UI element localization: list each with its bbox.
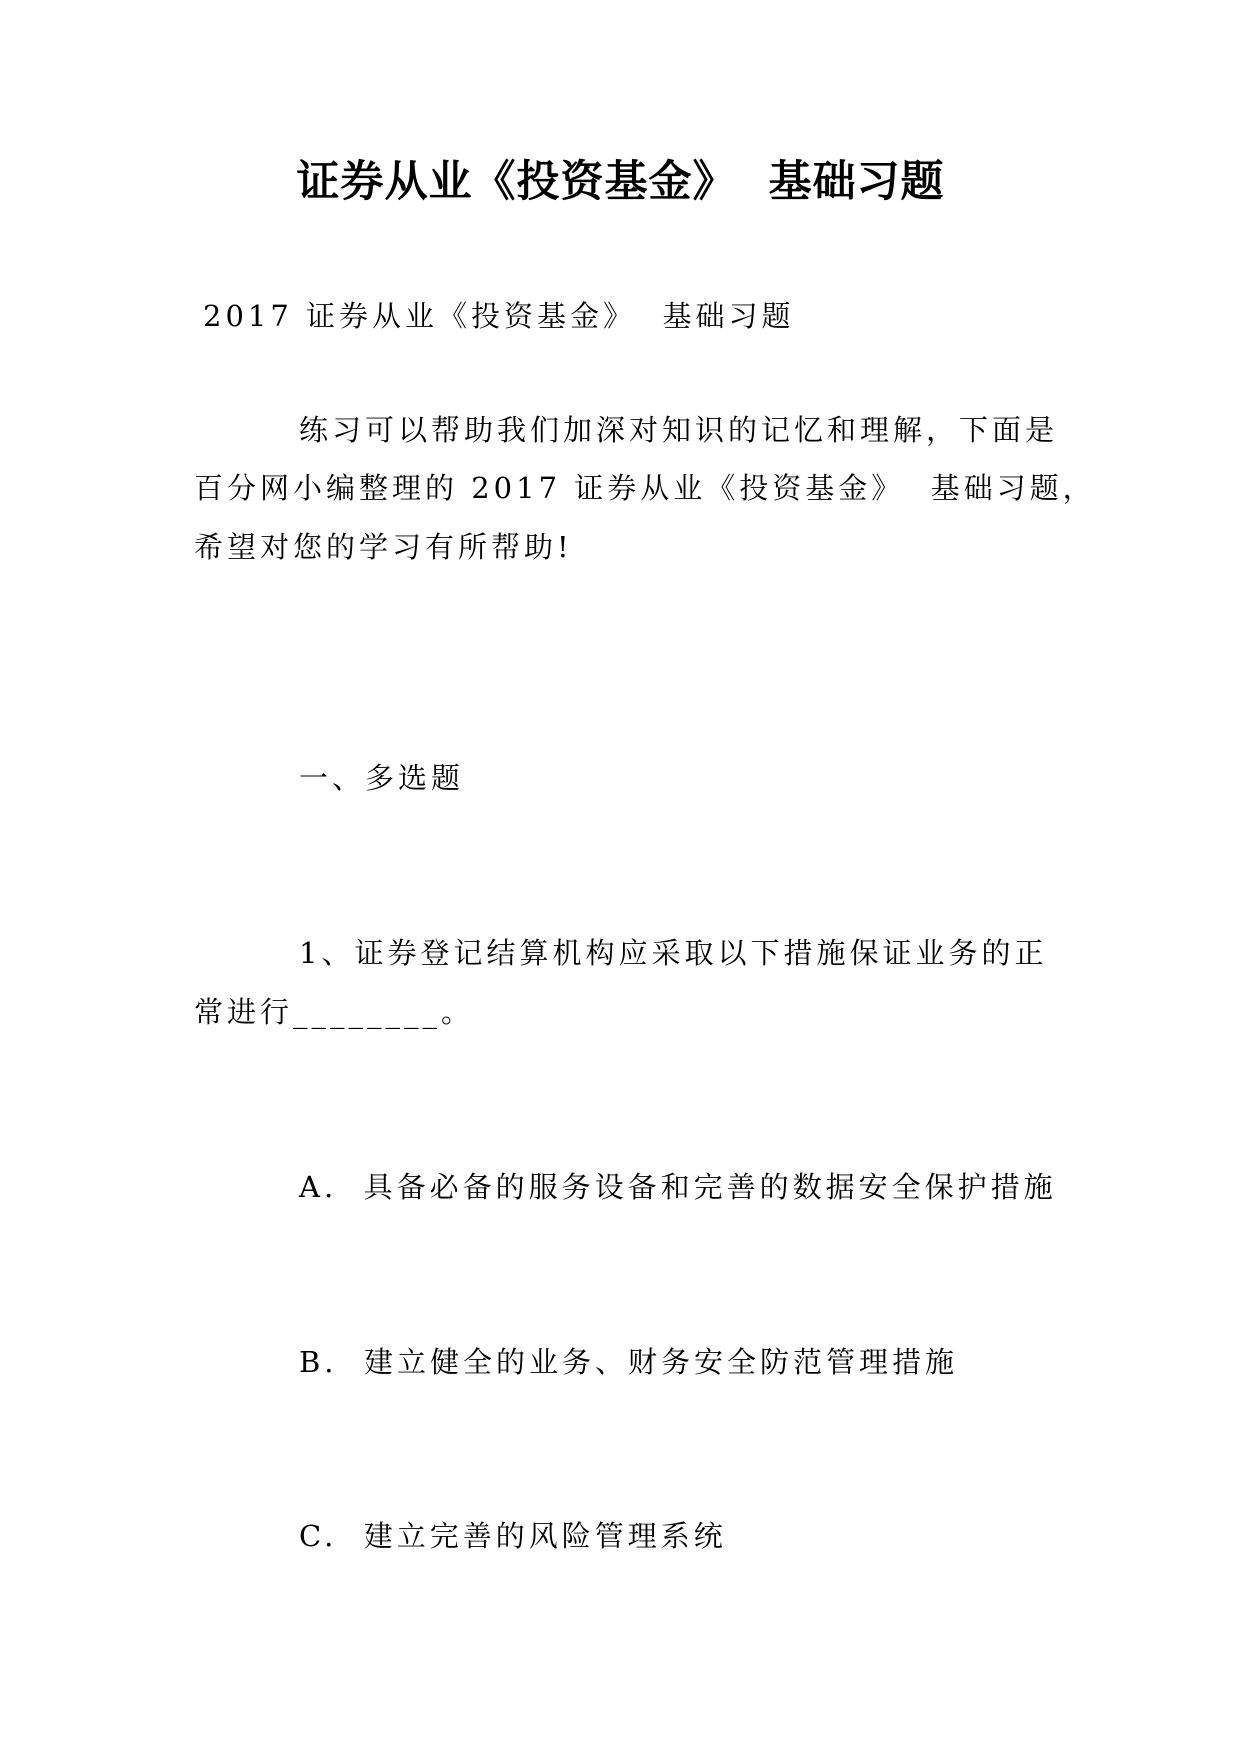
question-1-line-2: 常进行________。 bbox=[194, 995, 475, 1029]
option-c: C. 建立完善的风险管理系统 bbox=[299, 1519, 727, 1553]
intro-line-1: 练习可以帮助我们加深对知识的记忆和理解，下面是 bbox=[299, 413, 1059, 447]
section-heading: 一、多选题 bbox=[299, 761, 465, 795]
intro-line-2: 百分网小编整理的 2017 证券从业《投资基金》 基础习题， bbox=[194, 471, 1096, 505]
intro-line-3: 希望对您的学习有所帮助! bbox=[194, 530, 573, 564]
option-b: B. 建立健全的业务、财务安全防范管理措施 bbox=[299, 1345, 958, 1379]
document-subtitle: 2017 证券从业《投资基金》 基础习题 bbox=[203, 299, 795, 333]
document-title: 证券从业《投资基金》 基础习题 bbox=[296, 157, 945, 207]
option-a: A. 具备必备的服务设备和完善的数据安全保护措施 bbox=[299, 1170, 1057, 1204]
question-1-line-1: 1、证券登记结算机构应采取以下措施保证业务的正 bbox=[299, 936, 1048, 970]
